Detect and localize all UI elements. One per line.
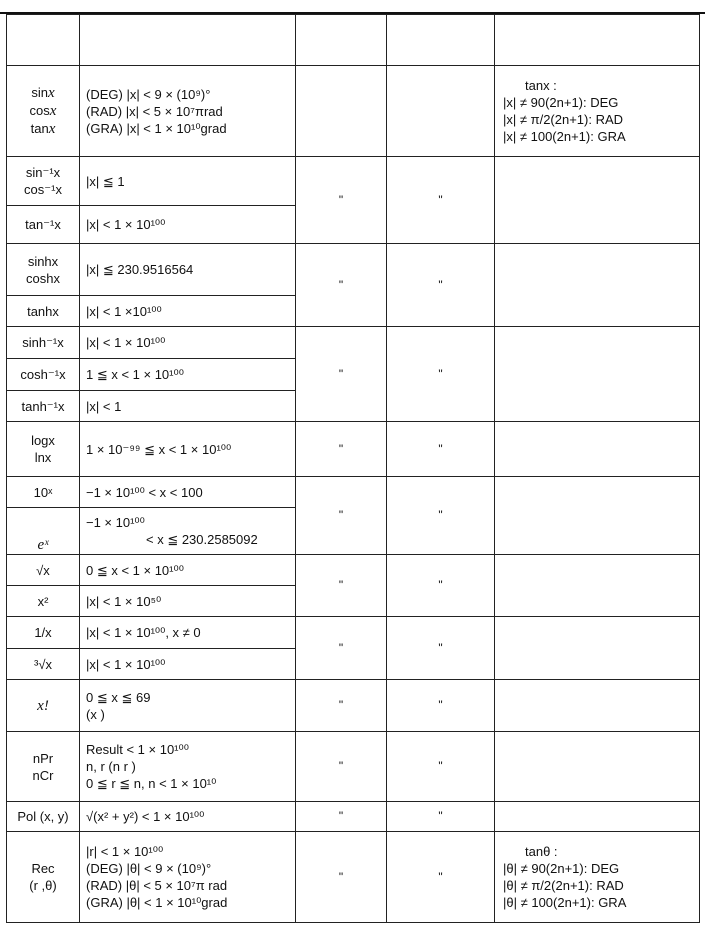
ditto-mark: " (296, 477, 387, 555)
digits-cell (296, 66, 387, 157)
header-cell-digits (296, 15, 387, 66)
range-cell-inv-trig-1: |x| ≦ 1 (80, 157, 296, 206)
note-cell-empty (495, 802, 700, 832)
note-cell-empty (495, 477, 700, 555)
range-cell-hyp-2: |x| < 1 ×10¹⁰⁰ (80, 296, 296, 327)
ditto-mark: " (296, 832, 387, 923)
ditto-mark: " (296, 680, 387, 732)
range-cell-reciprocal: |x| < 1 × 10¹⁰⁰, x ≠ 0 (80, 617, 296, 649)
range-cell-rec: |r| < 1 × 10¹⁰⁰ (DEG) |θ| < 9 × (10⁹)° (RAD) |θ| < 5 × 10⁷π rad (GRA) |θ| < 1 × 10¹⁰grad (80, 832, 296, 923)
ditto-mark: " (296, 802, 387, 832)
function-cell-factorial: x! (7, 680, 80, 732)
table-row (7, 422, 700, 477)
function-cell-inv-hyp-1: sinh⁻¹x (7, 327, 80, 359)
function-cell-reciprocal: 1/x (7, 617, 80, 649)
table-row (7, 617, 700, 649)
note-cell-empty (495, 327, 700, 422)
range-cell-inv-hyp-1: |x| < 1 × 10¹⁰⁰ (80, 327, 296, 359)
function-cell-trig: sinx cosx tanx (7, 66, 80, 157)
function-cell-sqrt: √x (7, 555, 80, 586)
range-cell-inv-hyp-2: 1 ≦ x < 1 × 10¹⁰⁰ (80, 359, 296, 391)
function-cell-exp-1: 10ˣ (7, 477, 80, 508)
range-cell-sqrt: 0 ≦ x < 1 × 10¹⁰⁰ (80, 555, 296, 586)
ditto-mark: " (387, 422, 495, 477)
range-cell-hyp-1: |x| ≦ 230.9516564 (80, 244, 296, 296)
table-row (7, 680, 700, 732)
table-row (7, 477, 700, 508)
note-cell-empty (495, 555, 700, 617)
function-cell-inv-hyp-2: cosh⁻¹x (7, 359, 80, 391)
note-cell-trig: tanx : |x| ≠ 90(2n+1): DEG |x| ≠ π/2(2n+1): RAD |x| ≠ 100(2n+1): GRA (495, 66, 700, 157)
note-cell-empty (495, 157, 700, 244)
function-cell-cube-root: ³√x (7, 649, 80, 680)
table-row (7, 555, 700, 586)
function-cell-perm: nPr nCr (7, 732, 80, 802)
note-cell-empty (495, 244, 700, 327)
ditto-mark: " (296, 732, 387, 802)
function-cell-log: logx lnx (7, 422, 80, 477)
ditto-mark: " (387, 617, 495, 680)
table-row (7, 732, 700, 802)
ditto-mark: " (387, 244, 495, 327)
note-cell-rec: tanθ : |θ| ≠ 90(2n+1): DEG |θ| ≠ π/2(2n+1): RAD |θ| ≠ 100(2n+1): GRA (495, 832, 700, 923)
note-cell-empty (495, 422, 700, 477)
ditto-mark: " (296, 422, 387, 477)
note-cell-empty (495, 680, 700, 732)
table-row (7, 157, 700, 206)
header-row (7, 15, 700, 66)
ditto-mark: " (296, 617, 387, 680)
function-cell-inv-hyp-3: tanh⁻¹x (7, 391, 80, 422)
ditto-mark: " (387, 327, 495, 422)
ditto-mark: " (296, 327, 387, 422)
table-row (7, 327, 700, 359)
range-cell-pol: √(x² + y²) < 1 × 10¹⁰⁰ (80, 802, 296, 832)
function-cell-hyp-1: sinhx coshx (7, 244, 80, 296)
note-cell-empty (495, 617, 700, 680)
function-cell-inv-trig-2: tan⁻¹x (7, 206, 80, 244)
ditto-mark: " (296, 157, 387, 244)
range-cell-log: 1 × 10⁻⁹⁹ ≦ x < 1 × 10¹⁰⁰ (80, 422, 296, 477)
header-cell-function (7, 15, 80, 66)
function-cell-hyp-2: tanhx (7, 296, 80, 327)
header-cell-range (80, 15, 296, 66)
function-range-table (6, 14, 700, 923)
ditto-mark: " (387, 157, 495, 244)
range-cell-factorial: 0 ≦ x ≦ 69 (x ) (80, 680, 296, 732)
header-cell-precision (387, 15, 495, 66)
ditto-mark: " (296, 244, 387, 327)
range-cell-exp-2: −1 × 10¹⁰⁰ < x ≦ 230.2585092 (80, 508, 296, 555)
function-cell-rec: Rec (r ,θ) (7, 832, 80, 923)
range-cell-square: |x| < 1 × 10⁵⁰ (80, 586, 296, 617)
ditto-mark: " (387, 832, 495, 923)
range-cell-inv-hyp-3: |x| < 1 (80, 391, 296, 422)
function-cell-inv-trig-1: sin⁻¹x cos⁻¹x (7, 157, 80, 206)
ditto-mark: " (387, 477, 495, 555)
ditto-mark: " (387, 680, 495, 732)
table-row (7, 832, 700, 923)
ditto-mark: " (296, 555, 387, 617)
range-cell-trig: (DEG) |x| < 9 × (10⁹)° (RAD) |x| < 5 × 10⁷πrad (GRA) |x| < 1 × 10¹⁰grad (80, 66, 296, 157)
ditto-mark: " (387, 555, 495, 617)
table-row (7, 802, 700, 832)
range-cell-cube-root: |x| < 1 × 10¹⁰⁰ (80, 649, 296, 680)
range-cell-perm: Result < 1 × 10¹⁰⁰ n, r (n r ) 0 ≦ r ≦ n, n < 1 × 10¹⁰ (80, 732, 296, 802)
range-cell-exp-1: −1 × 10¹⁰⁰ < x < 100 (80, 477, 296, 508)
ditto-mark: " (387, 802, 495, 832)
table-row (7, 244, 700, 296)
function-cell-square: x² (7, 586, 80, 617)
function-cell-pol: Pol (x, y) (7, 802, 80, 832)
note-cell-empty (495, 732, 700, 802)
precision-cell (387, 66, 495, 157)
table-row (7, 66, 700, 157)
header-cell-notes (495, 15, 700, 66)
range-cell-inv-trig-2: |x| < 1 × 10¹⁰⁰ (80, 206, 296, 244)
function-cell-exp-2: eˣ (7, 508, 80, 555)
ditto-mark: " (387, 732, 495, 802)
